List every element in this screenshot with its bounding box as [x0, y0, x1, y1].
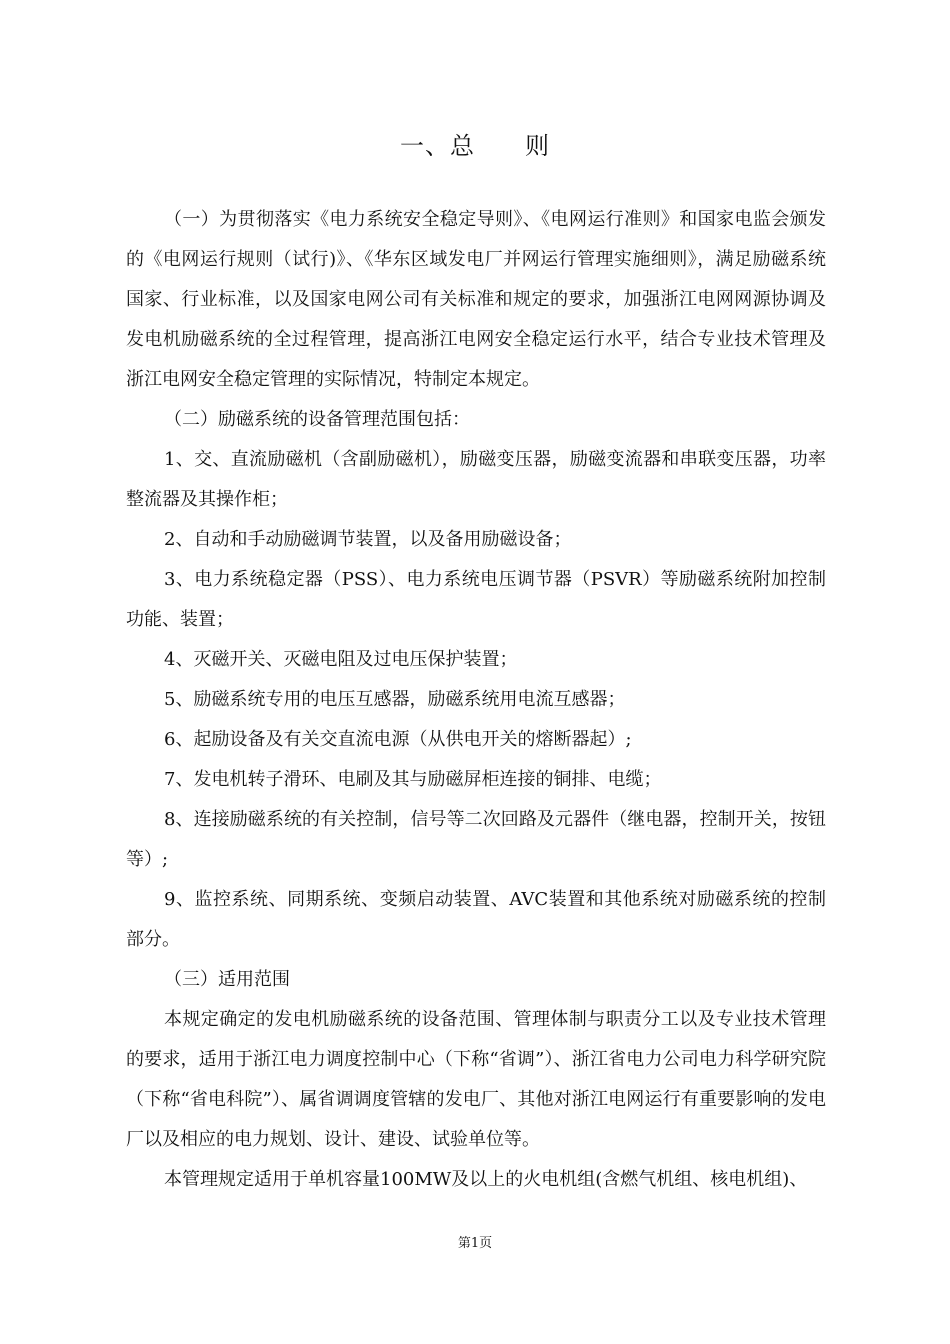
section-title: 一、总 则 [400, 132, 550, 160]
paragraph-applicability: 本规定确定的发电机励磁系统的设备范围、管理体制与职责分工以及专业技术管理的要求，适用于浙江电力调度控制中心（下称“省调”）、浙江省电力公司电力科学研究院（下称“省电科院”）、属省调调度管辖的发电厂、其他对浙江电网运行有重要影响的发电厂以及相应的电力规划、设计、建设、试验单位等。 [126, 1009, 826, 1150]
list-item-3: 3、电力系统稳定器（PSS）、电力系统电压调节器（PSVR）等励磁系统附加控制功能、装置； [126, 569, 826, 630]
list-item-7: 7、发电机转子滑环、电刷及其与励磁屏柜连接的铜排、电缆； [164, 769, 662, 790]
list-item-9: 9、监控系统、同期系统、变频启动装置、AVC装置和其他系统对励磁系统的控制部分。 [126, 889, 826, 950]
list-item-8: 8、连接励磁系统的有关控制，信号等二次回路及元器件（继电器，控制开关，按钮等）; [126, 809, 826, 870]
list-item-2: 2、自动和手动励磁调节装置，以及备用励磁设备； [164, 529, 572, 550]
page-number: 第1页 [457, 1236, 493, 1251]
paragraph-scope-heading: （二）励磁系统的设备管理范围包括： [164, 409, 470, 430]
list-item-4: 4、灭磁开关、灭磁电阻及过电压保护装置； [164, 649, 518, 670]
paragraph-purpose: （一）为贯彻落实《电力系统安全稳定导则》、《电网运行准则》和国家电监会颁发的《电网运行规则（试行)》、《华东区域发电厂并网运行管理实施细则》，满足励磁系统国家、行业标准，以及国家电网公司有关标准和规定的要求，加强浙江电网网源协调及发电机励磁系统的全过程管理，提高浙江电网安全稳定运行水平，结合专业技术管理及浙江电网安全稳定管理的实际情况，特制定本规定。 [126, 209, 826, 390]
paragraph-capacity: 本管理规定适用于单机容量100MW及以上的火电机组(含燃气机组、核电机组)、 [164, 1169, 808, 1190]
paragraph-applicability-heading: （三）适用范围 [164, 969, 290, 990]
list-item-1: 1、交、直流励磁机（含副励磁机），励磁变压器，励磁变流器和串联变压器，功率整流器及其操作柜； [126, 449, 826, 510]
body-text [126, 200, 826, 1200]
list-item-6: 6、起励设备及有关交直流电源（从供电开关的熔断器起）; [164, 729, 632, 750]
list-item-5: 5、励磁系统专用的电压互感器，励磁系统用电流互感器； [164, 689, 626, 710]
